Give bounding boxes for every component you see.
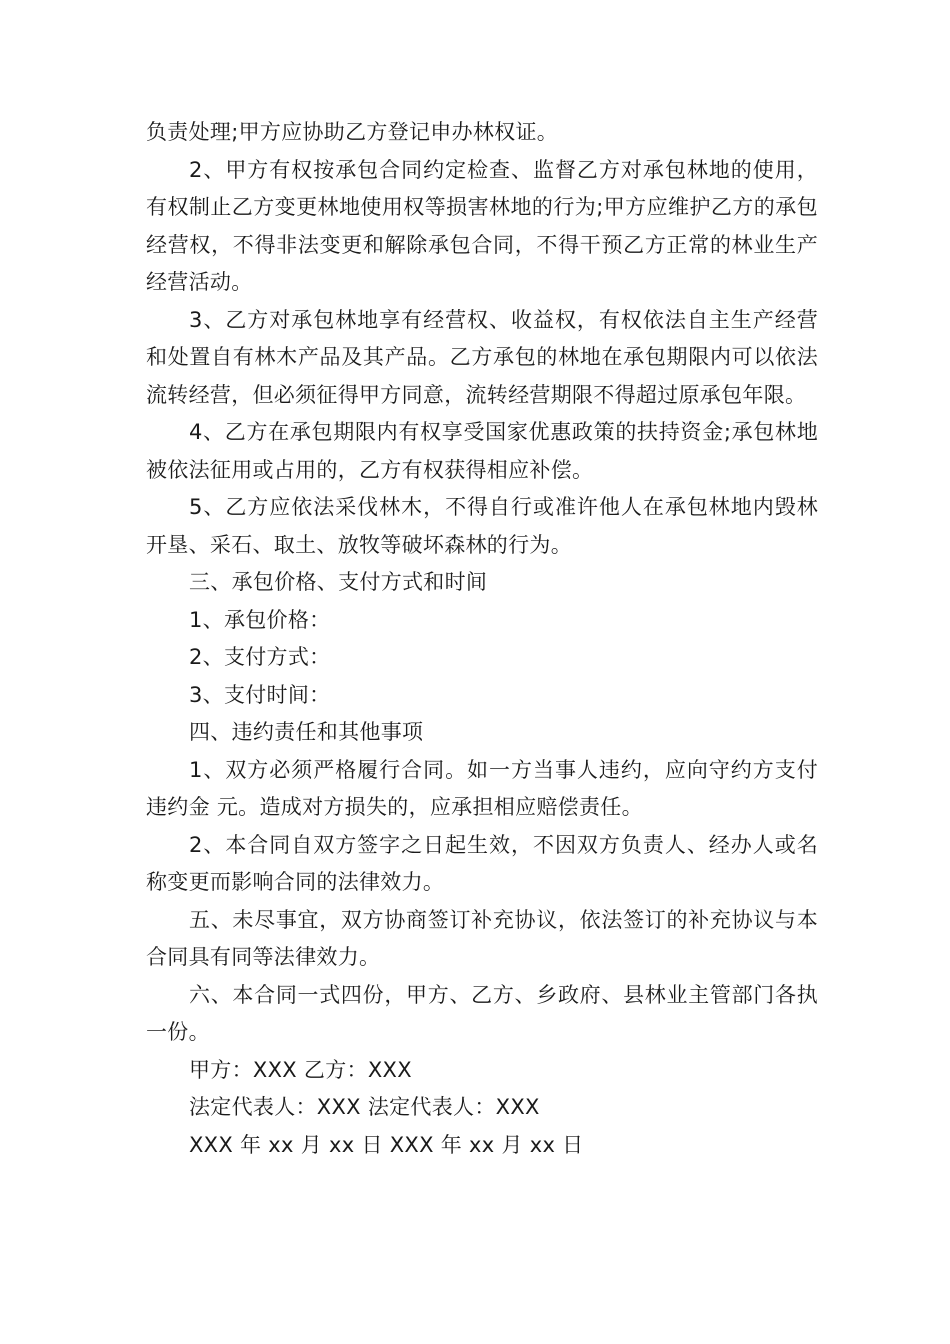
paragraph-continuation: 负责处理;甲方应协助乙方登记申办林权证。 (146, 120, 559, 144)
breach-clause: 1、双方必须严格履行合同。如一方当事人违约，应向守约方支付违约金 元。造成对方损失的，应承担相应赔偿责任。 (146, 757, 818, 819)
clause-2-supervision: 2、甲方有权按承包合同约定检查、监督乙方对承包林地的使用，有权制止乙方变更林地使用权等损害林地的行为;甲方应维护乙方的承包经营权，不得非法变更和解除承包合同，不得干预乙方正常的林业生产经营活动。 (146, 157, 818, 294)
clause-5-logging: 5、乙方应依法采伐林木，不得自行或准许他人在承包林地内毁林开垦、采石、取土、放牧等破坏森林的行为。 (146, 495, 818, 557)
payment-time-item: 3、支付时间： (189, 682, 331, 707)
clause-4-subsidy: 4、乙方在承包期限内有权享受国家优惠政策的扶持资金;承包林地被依法征用或占用的，乙方有权获得相应补偿。 (146, 420, 818, 482)
section-5-supplement: 五、未尽事宜，双方协商签订补充协议，依法签订的补充协议与本合同具有同等法律效力。 (146, 907, 818, 969)
signature-parties: 甲方：XXX 乙方：XXX (189, 1057, 412, 1082)
section-4-heading: 四、违约责任和其他事项 (189, 720, 424, 744)
signature-representatives: 法定代表人：XXX 法定代表人：XXX (189, 1095, 540, 1119)
clause-3-management-rights: 3、乙方对承包林地享有经营权、收益权，有权依法自主生产经营和处置自有林木产品及其产品。乙方承包的林地在承包期限内可以依法流转经营，但必须征得甲方同意，流转经营期限不得超过原承包年限。 (146, 307, 818, 407)
section-6-copies: 六、本合同一式四份，甲方、乙方、乡政府、县林业主管部门各执一份。 (146, 982, 818, 1044)
section-3-heading: 三、承包价格、支付方式和时间 (189, 570, 488, 594)
document-body (146, 114, 818, 1164)
price-item: 1、承包价格： (189, 607, 331, 632)
signature-dates: XXX 年 xx 月 xx 日 XXX 年 xx 月 xx 日 (189, 1132, 584, 1157)
payment-method-item: 2、支付方式： (189, 645, 331, 669)
effective-clause: 2、本合同自双方签字之日起生效，不因双方负责人、经办人或名称变更而影响合同的法律效力。 (146, 832, 818, 894)
